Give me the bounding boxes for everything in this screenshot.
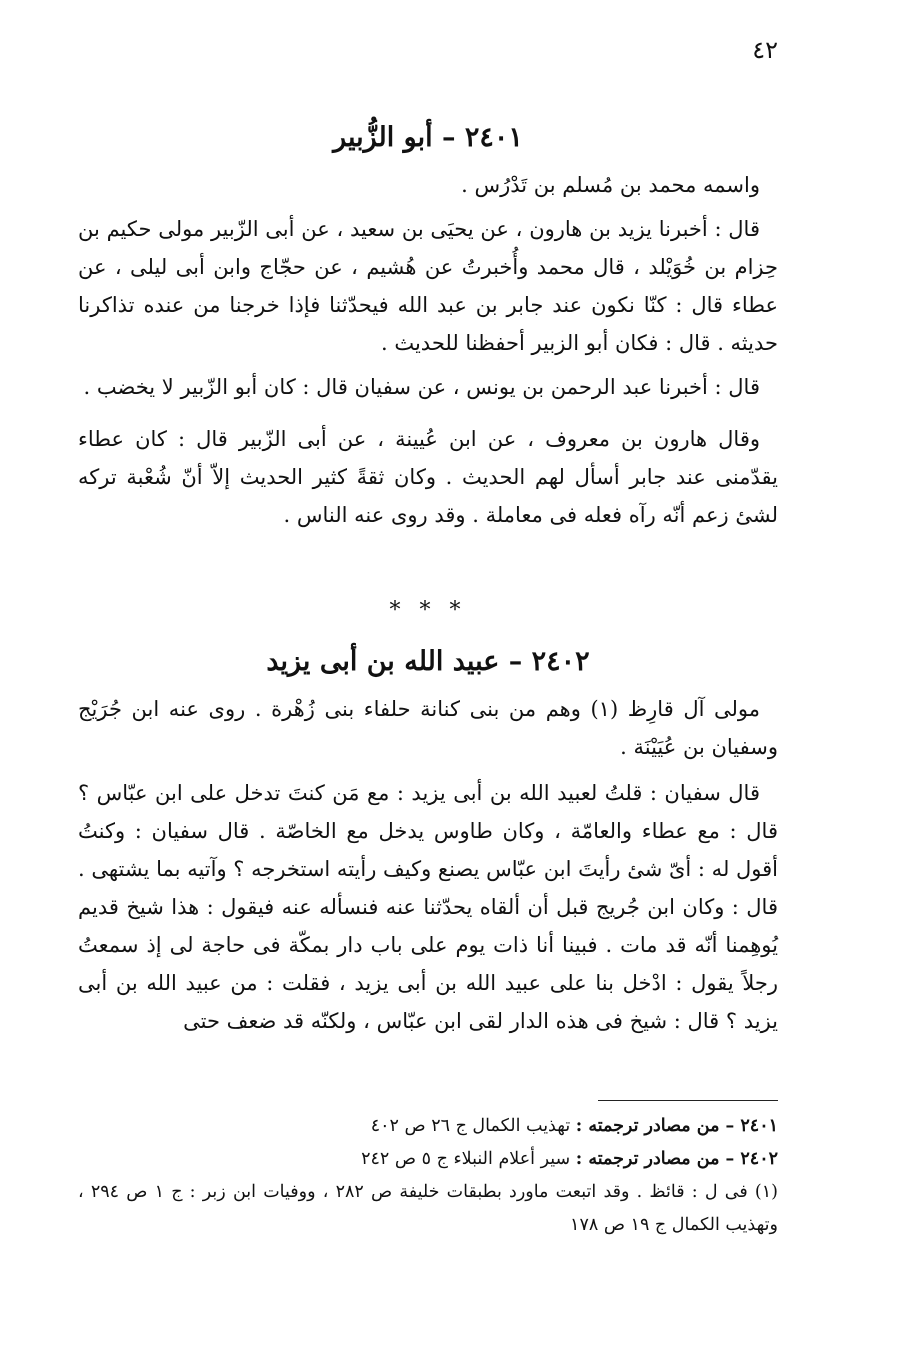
section-separator: * * * bbox=[389, 598, 467, 623]
footnote bbox=[78, 1143, 778, 1176]
footnote-rule bbox=[598, 1100, 778, 1101]
footnote-label: ٢٤٠٢ – من مصادر ترجمته : bbox=[575, 1149, 778, 1169]
paragraph: قال : أخبرنا عبد الرحمن بن يونس ، عن سفيان قال : كان أبو الزّبير لا يخضب . bbox=[83, 375, 760, 399]
entry-body-2402 bbox=[78, 690, 778, 1040]
paragraph: قال : أخبرنا يزيد بن هارون ، عن يحيَى بن سعيد ، عن أبى الزّبير مولى حكيم بن حِزام بن خُوَيْلد ، قال محمد وأُخبرتُ عن هُشيم ، عن حجّاج وابن أبى ليلى ، عن عطاء قال : كنّا نكون عند جابر بن عبد الله فيحدّثنا فإذا خرجنا من عنده تذاكرنا حديثه . قال : فكان أبو الزبير أحفظنا للحديث . bbox=[78, 217, 778, 355]
footnote-text: تهذيب الكمال ج ٢٦ ص ٤٠٢ bbox=[370, 1116, 571, 1136]
entry-body-2401 bbox=[78, 166, 778, 534]
entry-title-2402: ٢٤٠٢ – عبيد الله بن أبى يزيد bbox=[266, 646, 590, 677]
paragraph: واسمه محمد بن مُسلم بن تَدْرُس . bbox=[461, 173, 760, 197]
footnote-text: سير أعلام النبلاء ج ٥ ص ٢٤٢ bbox=[361, 1149, 571, 1169]
footnote bbox=[78, 1176, 778, 1242]
footnote bbox=[78, 1110, 778, 1143]
footnote-label: ٢٤٠١ – من مصادر ترجمته : bbox=[575, 1116, 778, 1136]
footnote-text: (١) فى ل : قائظ . وقد اتبعت ماورد بطبقات خليفة ص ٢٨٢ ، ووفيات ابن زبر : ج ١ ص ٢٩٤ ، وتهذيب الكمال ج ١٩ ص ١٧٨ bbox=[78, 1182, 778, 1235]
book-page bbox=[78, 0, 778, 1350]
paragraph: وقال هارون بن معروف ، عن ابن عُيينة ، عن أبى الزّبير قال : كان عطاء يقدّمنى عند جابر أسأل لهم الحديث . وكان ثقةً كثير الحديث إلاّ أنّ شُعْبة تركه لشئ زعم أنّه رآه فعله فى معاملة . وقد روى عنه الناس . bbox=[78, 427, 778, 527]
entry-title-2401: ٢٤٠١ – أبو الزُّبير bbox=[333, 122, 523, 153]
paragraph: مولى آل قارِظ (١) وهم من بنى كنانة حلفاء بنى زُهْرة . روى عنه ابن جُرَيْج وسفيان بن عُيَيْنَة . bbox=[78, 697, 778, 759]
paragraph: قال سفيان : قلتُ لعبيد الله بن أبى يزيد : مع مَن كنتَ تدخل على ابن عبّاس ؟ قال : مع عطاء والعامّة ، وكان طاوس يدخل مع الخاصّة . قال سفيان : وكنتُ أقول له : أىّ شئ رأيتَ ابن عبّاس يصنع وكيف رأيته استخرجه ؟ وآتيه بما يشتهى . قال : وكان ابن جُريج قبل أن ألقاه يحدّثنا عنه فنسأله عنه فيقول : هذا شيخ قديم يُوهِمنا أنّه قد مات . فبينا أنا ذات يوم على باب دار بمكّة فى حاجة لى إذ سمعتُ رجلاً يقول : ادْخل بنا على عبيد الله بن أبى يزيد ، فقلت : من عبيد الله بن أبى يزيد ؟ قال : شيخ فى هذه الدار لقى ابن عبّاس ، ولكنّه قد ضعف حتى bbox=[78, 781, 778, 1033]
footnotes bbox=[78, 1110, 778, 1242]
page-number: ٤٢ bbox=[752, 36, 778, 64]
